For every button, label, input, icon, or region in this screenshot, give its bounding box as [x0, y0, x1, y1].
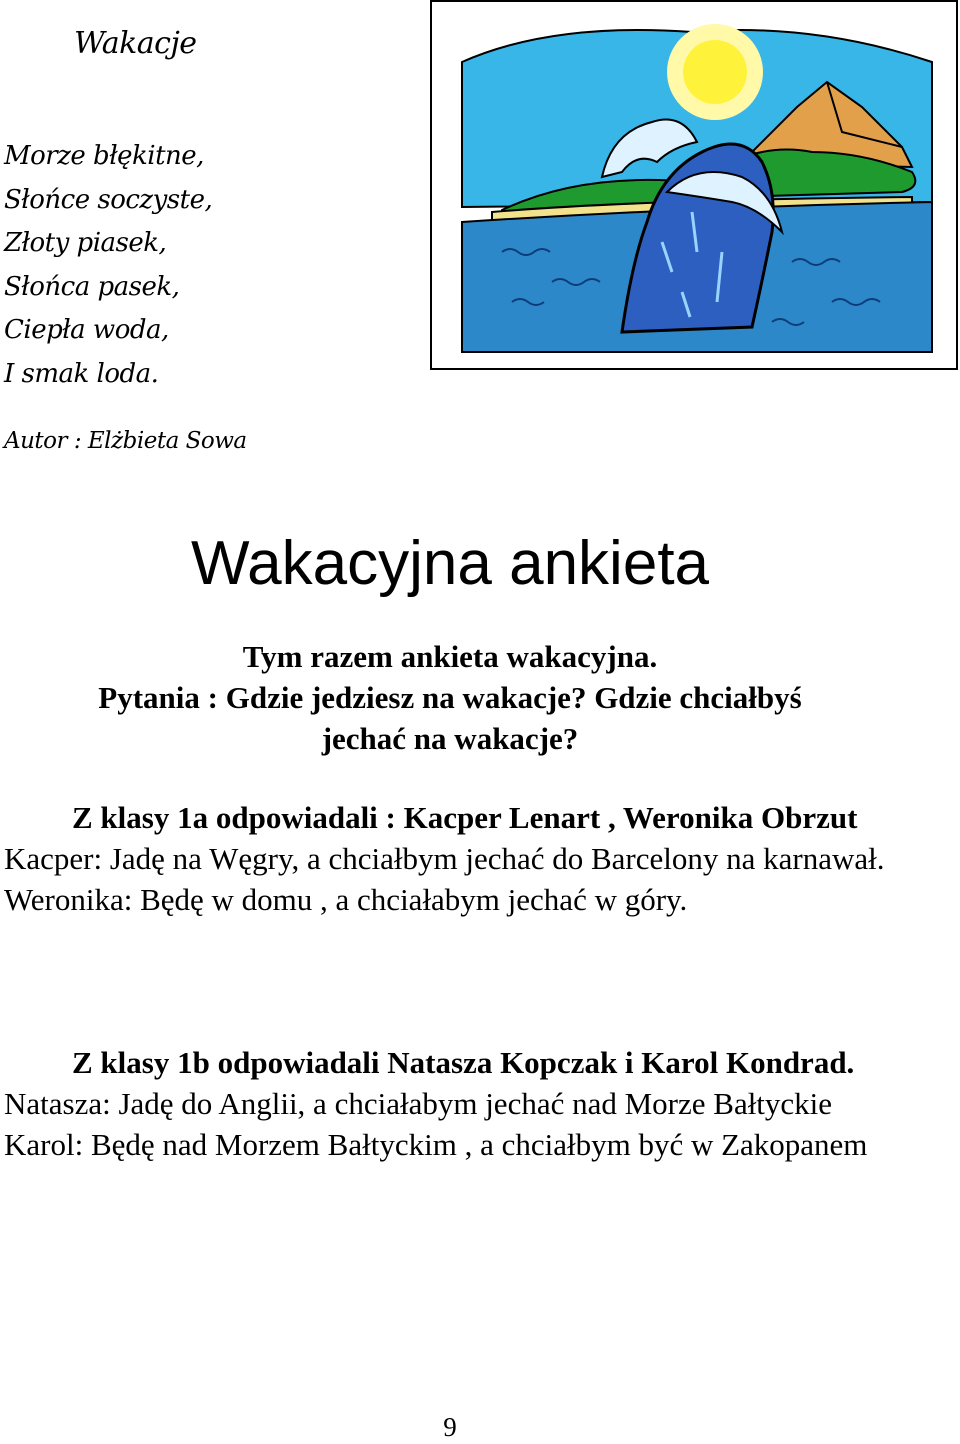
survey-heading: Wakacyjna ankieta	[190, 529, 710, 598]
class-1a-lead: Z klasy 1a odpowiadali : Kacper Lenart , Weronika Obrzut	[72, 800, 858, 835]
survey-intro	[0, 636, 900, 759]
poem-line: Słońca pasek,	[4, 271, 180, 302]
poem-line: Złoty piasek,	[4, 228, 167, 258]
poem-line: Morze błękitne,	[4, 141, 204, 171]
illustration-drawing	[432, 2, 956, 368]
class-1a-section	[4, 797, 896, 920]
intro-line: Tym razem ankieta wakacyjna.	[242, 639, 658, 674]
answer-weronika: Weronika: Będę w domu , a chciałabym jechać w góry.	[4, 882, 688, 917]
poem-line: Ciepła woda,	[4, 315, 169, 345]
answer-natasza: Natasza: Jadę do Anglii, a chciałabym jechać nad Morze Bałtyckie	[4, 1086, 833, 1121]
page-number: 9	[443, 1412, 457, 1442]
intro-line: jechać na wakacje?	[321, 721, 579, 756]
class-1b-section	[4, 1042, 896, 1165]
poem-title: Wakacje	[74, 26, 197, 61]
answer-kacper: Kacper: Jadę na Węgry, a chciałbym jechać do Barcelony na karnawał.	[4, 841, 885, 876]
poem-author: Autor : Elżbieta Sowa	[4, 428, 247, 454]
sea-wave-island-sun-illustration	[430, 0, 958, 370]
poem-line: I smak loda.	[4, 358, 159, 389]
sun-icon	[667, 24, 763, 120]
intro-line: Pytania : Gdzie jedziesz na wakacje? Gdzie chciałbyś	[98, 680, 802, 715]
answer-karol: Karol: Będę nad Morzem Bałtyckim , a chciałbym być w Zakopanem	[4, 1127, 868, 1162]
poem-body	[4, 135, 212, 396]
poem-line: Słońce soczyste,	[4, 184, 213, 215]
class-1b-lead: Z klasy 1b odpowiadali Natasza Kopczak i Karol Kondrad.	[72, 1045, 855, 1080]
